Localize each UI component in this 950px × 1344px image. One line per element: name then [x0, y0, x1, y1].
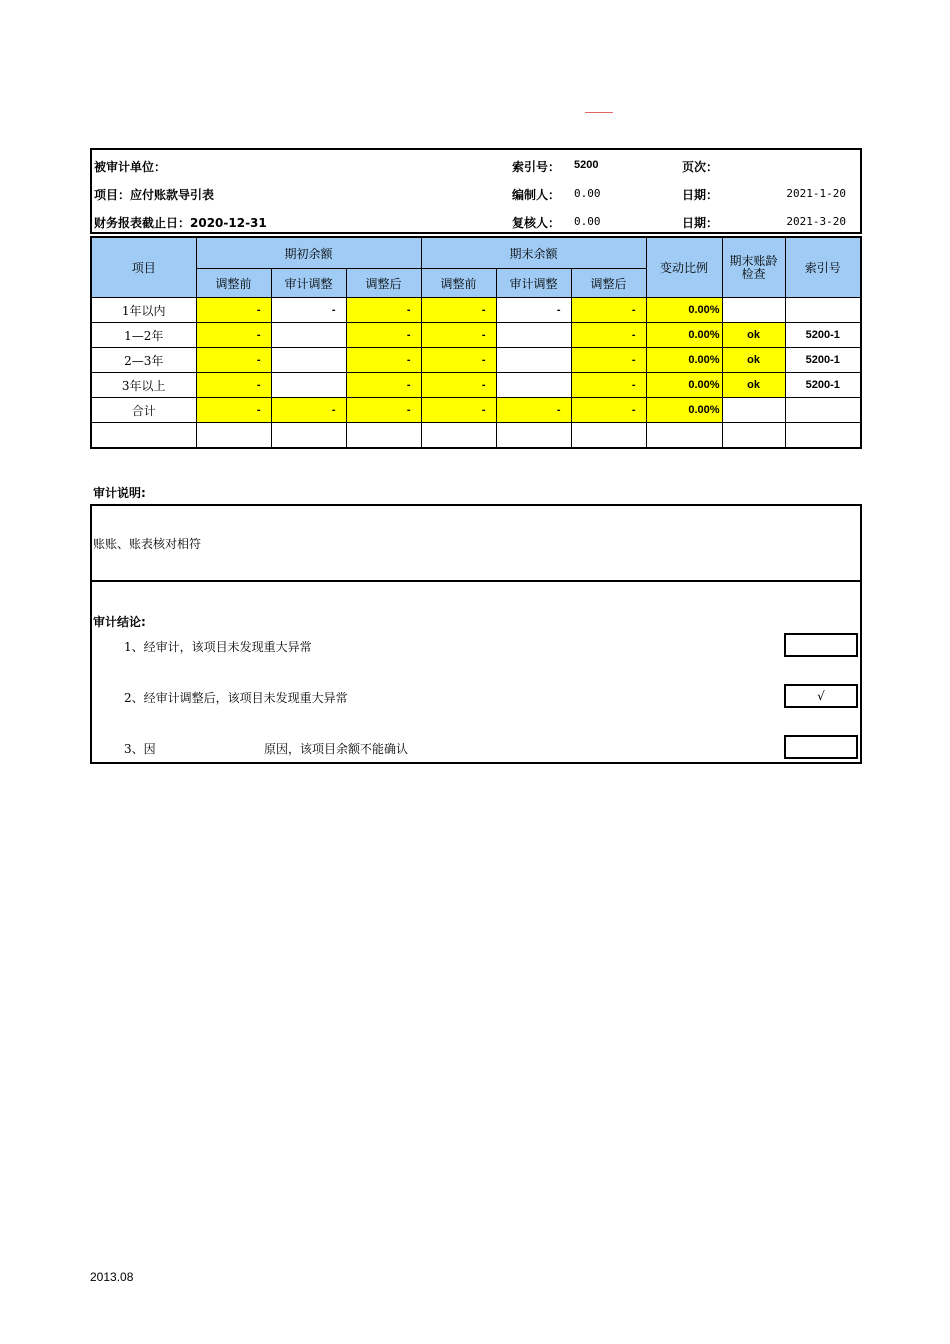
end-before[interactable]: - [421, 373, 496, 398]
change-ratio[interactable]: 0.00% [646, 398, 722, 423]
empty-cell[interactable] [722, 423, 785, 449]
date1-label: 日期： [682, 188, 719, 202]
change-ratio[interactable]: 0.00% [646, 298, 722, 323]
end-adjust[interactable] [496, 373, 571, 398]
begin-before[interactable]: - [196, 373, 271, 398]
conclusion-check-box-3[interactable] [784, 735, 858, 759]
begin-after[interactable]: - [346, 348, 421, 373]
begin-before[interactable]: - [196, 323, 271, 348]
col-change-header: 变动比例 [646, 237, 722, 298]
index-label: 索引号： [512, 160, 561, 174]
end-adjust[interactable]: - [496, 398, 571, 423]
notes-divider [90, 580, 860, 582]
table-row [91, 298, 861, 323]
end-adjust[interactable]: - [496, 298, 571, 323]
row-index[interactable]: 5200-1 [785, 348, 861, 373]
row-index[interactable] [785, 298, 861, 323]
audit-conclusion-title: 审计结论: [93, 615, 146, 629]
reviewer-value: 0.00 [574, 215, 601, 228]
row-index[interactable]: 5200-1 [785, 323, 861, 348]
col-index-header: 索引号 [785, 237, 861, 298]
footer-version: 2013.08 [90, 1270, 134, 1284]
end-adjust[interactable] [496, 323, 571, 348]
table-row [91, 323, 861, 348]
conclusion-item-1: 1、经审计，该项目未发现重大异常 [124, 640, 312, 654]
begin-adjust[interactable] [271, 323, 346, 348]
begin-after[interactable]: - [346, 298, 421, 323]
end-before[interactable]: - [421, 348, 496, 373]
conclusion-item-2: 2、经审计调整后，该项目未发现重大异常 [124, 691, 348, 705]
header-info-box [90, 148, 862, 234]
aging-check[interactable]: ok [722, 323, 785, 348]
conclusion-item-3-prefix: 3、因 [124, 742, 156, 756]
audit-notes-title: 审计说明: [93, 486, 146, 500]
row-item: 3年以上 [91, 373, 196, 398]
table-row-total [91, 398, 861, 423]
sub-end-adjust: 审计调整 [496, 269, 571, 298]
begin-adjust[interactable]: - [271, 398, 346, 423]
empty-cell[interactable] [346, 423, 421, 449]
report-date-label: 财务报表截止日：2020-12-31 [94, 216, 267, 230]
audit-notes-text[interactable]: 账账、账表核对相符 [93, 537, 202, 551]
sub-end-after: 调整后 [571, 269, 646, 298]
row-index[interactable]: 5200-1 [785, 373, 861, 398]
end-after[interactable]: - [571, 348, 646, 373]
conclusion-item-3-suffix: 原因，该项目余额不能确认 [264, 742, 409, 756]
change-ratio[interactable]: 0.00% [646, 373, 722, 398]
change-ratio[interactable]: 0.00% [646, 348, 722, 373]
date2-value: 2021-3-20 [786, 215, 846, 228]
begin-after[interactable]: - [346, 373, 421, 398]
empty-cell[interactable] [496, 423, 571, 449]
table-row [91, 348, 861, 373]
audit-notes-box [90, 504, 862, 764]
end-after[interactable]: - [571, 298, 646, 323]
empty-cell[interactable] [646, 423, 722, 449]
page-label: 页次： [682, 160, 719, 174]
row-item: 合计 [91, 398, 196, 423]
col-item-header: 项目 [91, 237, 196, 298]
begin-adjust[interactable] [271, 348, 346, 373]
reviewer-label: 复核人： [512, 216, 561, 230]
begin-before[interactable]: - [196, 398, 271, 423]
aging-check[interactable] [722, 398, 785, 423]
empty-cell[interactable] [421, 423, 496, 449]
empty-cell[interactable] [571, 423, 646, 449]
change-ratio[interactable]: 0.00% [646, 323, 722, 348]
row-item: 1年以内 [91, 298, 196, 323]
end-before[interactable]: - [421, 298, 496, 323]
aging-check[interactable]: ok [722, 348, 785, 373]
date2-label: 日期： [682, 216, 719, 230]
aging-check[interactable]: ok [722, 373, 785, 398]
index-value: 5200 [574, 159, 599, 171]
table-row-empty [91, 423, 861, 449]
empty-cell[interactable] [785, 423, 861, 449]
col-aging-header: 期末账龄检查 [722, 237, 785, 298]
aging-check[interactable] [722, 298, 785, 323]
audited-unit-label: 被审计单位： [94, 160, 167, 174]
table-row [91, 373, 861, 398]
empty-cell[interactable] [271, 423, 346, 449]
row-index[interactable] [785, 398, 861, 423]
preparer-value: 0.00 [574, 187, 601, 200]
group-end-header: 期末余额 [421, 237, 646, 269]
begin-after[interactable]: - [346, 323, 421, 348]
row-item: 2—3年 [91, 348, 196, 373]
begin-after[interactable]: - [346, 398, 421, 423]
conclusion-check-box-2[interactable]: √ [784, 684, 858, 708]
sub-begin-adjust: 审计调整 [271, 269, 346, 298]
end-after[interactable]: - [571, 373, 646, 398]
begin-before[interactable]: - [196, 348, 271, 373]
begin-adjust[interactable] [271, 373, 346, 398]
payables-guide-table [90, 236, 862, 449]
sub-end-before: 调整前 [421, 269, 496, 298]
group-begin-header: 期初余额 [196, 237, 421, 269]
preparer-label: 编制人： [512, 188, 561, 202]
empty-cell[interactable] [196, 423, 271, 449]
empty-cell[interactable] [91, 423, 196, 449]
sub-begin-after: 调整后 [346, 269, 421, 298]
begin-adjust[interactable]: - [271, 298, 346, 323]
end-before[interactable]: - [421, 398, 496, 423]
end-before[interactable]: - [421, 323, 496, 348]
row-item: 1—2年 [91, 323, 196, 348]
end-after[interactable]: - [571, 323, 646, 348]
end-adjust[interactable] [496, 348, 571, 373]
end-after[interactable]: - [571, 398, 646, 423]
conclusion-check-box-1[interactable] [784, 633, 858, 657]
project-label: 项目：应付账款导引表 [94, 188, 215, 202]
begin-before[interactable]: - [196, 298, 271, 323]
sub-begin-before: 调整前 [196, 269, 271, 298]
date1-value: 2021-1-20 [786, 187, 846, 200]
red-underline-mark [585, 112, 613, 113]
